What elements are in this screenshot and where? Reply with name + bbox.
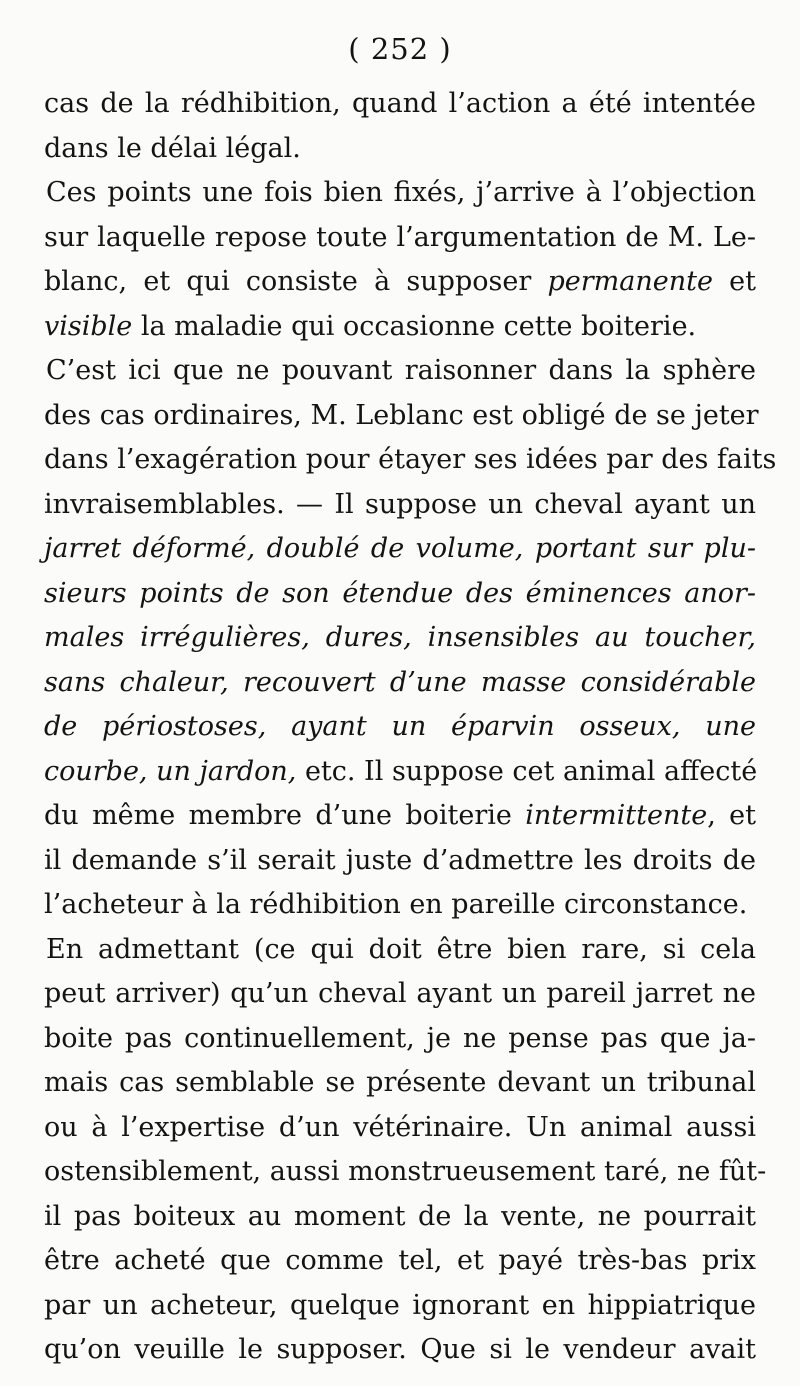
italic-text-segment: intermittente bbox=[525, 800, 708, 831]
text-segment: il demande s’il serait juste d’admettre les droits de bbox=[44, 844, 756, 876]
text-segment: par un acheteur, quelque ignorant en hippiatrique bbox=[44, 1289, 756, 1321]
text-line bbox=[44, 1195, 756, 1240]
text-segment: il pas boiteux au moment de la vente, ne pourrait bbox=[44, 1200, 756, 1232]
text-segment: boite pas continuellement, je ne pense pas que ja- bbox=[44, 1022, 756, 1054]
text-line bbox=[44, 572, 756, 617]
italic-text-segment: visible bbox=[44, 310, 133, 342]
text-line bbox=[44, 305, 756, 350]
text-line bbox=[44, 216, 756, 261]
italic-text-segment: de périostoses, ayant un éparvin osseux, une bbox=[44, 711, 756, 742]
text-line bbox=[44, 127, 756, 172]
italic-text-segment: courbe, un jardon, bbox=[44, 755, 297, 787]
text-segment: sur laquelle repose toute l’argumentation de M. Le- bbox=[44, 221, 756, 253]
text-segment: blanc, et qui consiste à supposer bbox=[44, 266, 548, 297]
text-line bbox=[44, 750, 756, 795]
text-segment: cas de la rédhibition, quand l’action a été intentée bbox=[44, 88, 756, 119]
text-segment: du même membre d’une boiterie bbox=[44, 800, 526, 831]
text-line bbox=[44, 1239, 756, 1284]
text-segment: l’acheteur à la rédhibition en pareille circonstance. bbox=[44, 889, 748, 920]
text-line bbox=[44, 705, 756, 750]
italic-text-segment: males irrégulières, dures, insensibles au toucher, bbox=[44, 622, 756, 653]
text-segment: En admettant (ce qui doit être bien rare, si cela bbox=[46, 933, 756, 965]
text-segment: des cas ordinaires, M. Leblanc est obligé de se jeter bbox=[44, 399, 759, 431]
text-line bbox=[44, 794, 756, 839]
italic-text-segment: sieurs points de son étendue des éminences anor- bbox=[44, 577, 756, 609]
text-segment: qu’on veuille le supposer. Que si le vendeur avait bbox=[44, 1334, 756, 1365]
text-line bbox=[44, 972, 756, 1017]
text-line bbox=[44, 260, 756, 305]
text-segment: ostensiblement, aussi monstrueusement taré, ne fût- bbox=[44, 1156, 767, 1187]
text-line bbox=[44, 616, 756, 661]
text-line bbox=[44, 883, 756, 928]
text-segment: , et bbox=[707, 800, 757, 831]
text-segment: dans le délai légal. bbox=[44, 132, 301, 164]
text-segment: mais cas semblable se présente devant un tribunal bbox=[44, 1067, 756, 1098]
text-line bbox=[44, 82, 756, 127]
text-segment: ou à l’expertise d’un vétérinaire. Un animal aussi bbox=[44, 1111, 756, 1143]
text-line bbox=[44, 483, 756, 528]
text-line bbox=[44, 1061, 756, 1106]
text-line bbox=[44, 1284, 756, 1329]
text-line bbox=[44, 1150, 767, 1195]
text-line bbox=[44, 394, 759, 439]
italic-text-segment: jarret déformé, doublé de volume, portant sur plu- bbox=[44, 533, 756, 564]
text-line bbox=[44, 349, 756, 394]
text-line bbox=[44, 171, 756, 216]
italic-text-segment: permanente bbox=[547, 266, 713, 297]
text-segment: etc. Il suppose cet animal affecté bbox=[296, 755, 758, 787]
text-segment: être acheté que comme tel, et payé très-bas prix bbox=[44, 1245, 756, 1276]
text-line bbox=[44, 1328, 756, 1373]
text-segment: Ces points une fois bien fixés, j’arrive à l’objection bbox=[46, 177, 756, 208]
text-segment: la maladie qui occasionne cette boiterie. bbox=[132, 310, 697, 342]
text-line bbox=[44, 1017, 756, 1062]
text-segment: peut arriver) qu’un cheval ayant un pareil jarret ne bbox=[44, 978, 756, 1009]
text-line bbox=[44, 839, 756, 884]
text-line bbox=[44, 661, 756, 706]
text-segment: C’est ici que ne pouvant raisonner dans la sphère bbox=[46, 355, 756, 386]
text-line bbox=[44, 438, 777, 483]
text-segment: invraisemblables. — Il suppose un cheval ayant un bbox=[44, 488, 756, 520]
text-line bbox=[44, 1106, 756, 1151]
italic-text-segment: sans chaleur, recouvert d’une masse considérable bbox=[44, 666, 756, 698]
text-line bbox=[44, 527, 756, 572]
text-line bbox=[44, 928, 756, 973]
page-number: ( 252 ) bbox=[348, 32, 452, 66]
text-segment: dans l’exagération pour étayer ses idées par des faits bbox=[44, 444, 777, 475]
page-text bbox=[44, 82, 777, 1373]
text-segment: et bbox=[712, 266, 756, 297]
